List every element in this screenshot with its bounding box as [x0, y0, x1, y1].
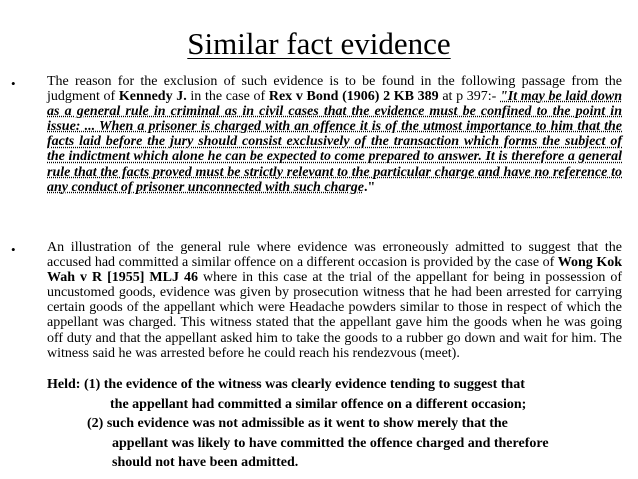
- p1-after: at p 397:-: [438, 89, 500, 105]
- quote-end: .": [363, 179, 376, 195]
- judge-name: Kennedy J.: [118, 89, 187, 105]
- bullet-1: •: [11, 76, 16, 91]
- held-line-4: appellant was likely to have committed the offence charged and therefore: [112, 436, 549, 451]
- case-citation-wong-kok-wah: Wong Kok Wah v R [1955] MLJ 46: [47, 255, 623, 286]
- paragraph-rex-v-bond: [47, 74, 622, 195]
- slide-title: Similar fact evidence: [187, 26, 451, 61]
- p1-intro: The reason for the exclusion of such evidence is to be found in the following passage from the judgment of: [47, 74, 622, 105]
- bullet-2: •: [11, 242, 16, 257]
- paragraph-wong-kok-wah: [47, 240, 622, 361]
- held-line-2: the appellant had committed a similar offence on a different occasion;: [110, 397, 527, 412]
- p2-rest: where in this case at the trial of the appellant for being in possession of uncustomed goods, evidence was given by prosecution witness that he had been arrested for carrying certain goods of the appellant which were Headache powders similar to those in respect of which the appellant was charged. This witness stated that the appellant gave him the goods when he was going off duty and that the appellant asked him to take the goods to a rubber go down and wait for him. The witness said he was arrested before he could reach his rendezvous (meet).: [47, 270, 622, 361]
- held-line-1: Held: (1) the evidence of the witness was clearly evidence tending to suggest that: [47, 377, 525, 392]
- p2-intro: An illustration of the general rule where evidence was erroneously admitted to suggest that the accused had committed a similar offence on a different occasion is provided by the case of: [47, 240, 622, 271]
- held-line-5: should not have been admitted.: [112, 455, 299, 470]
- case-citation-rex-v-bond: Rex v Bond (1906) 2 KB 389: [268, 89, 439, 105]
- held-line-3: (2) such evidence was not admissible as it went to show merely that the: [87, 416, 508, 431]
- judgment-quote: "It may be laid down as a general rule in criminal as in civil cases that the evidence must be confined to the point in issue: ... When a prisoner is charged with an offence it is of the utmost importance to him that the facts laid before the jury should consist exclusively of the transaction which forms the subject of the indictment which alone he can be expected to come prepared to answer. It is therefore a general rule that the facts proved must be strictly relevant to the particular charge and have no reference to any conduct of prisoner unconnected with such charge: [47, 89, 623, 195]
- p1-mid: in the case of: [186, 89, 269, 105]
